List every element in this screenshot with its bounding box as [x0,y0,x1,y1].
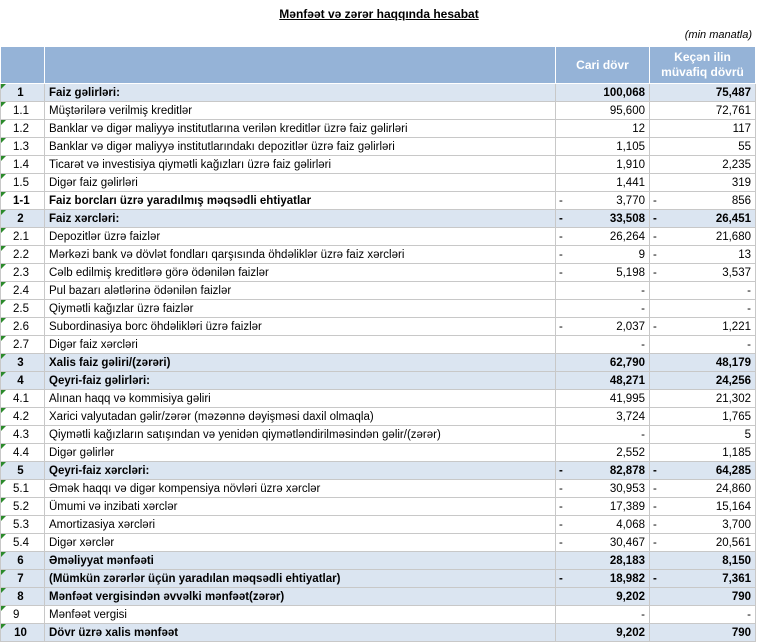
row-current-sign [556,102,568,120]
row-previous-value: 856 [662,192,756,210]
table-row [1,102,756,120]
row-code: 2.5 [1,300,45,318]
row-current-sign [556,354,568,372]
cell-comment-marker [1,552,6,557]
row-previous-value: 26,451 [662,210,756,228]
table-row [1,210,756,228]
cell-comment-marker [1,246,6,251]
row-code: 2.3 [1,264,45,282]
table-row [1,588,756,606]
header-code [1,47,45,84]
row-label: (Mümkün zərərlər üçün yaradılan məqsədli ehtiyatlar) [45,570,556,588]
row-current-value: 28,183 [568,552,650,570]
row-code: 2.6 [1,318,45,336]
row-previous-value: 5 [662,426,756,444]
row-previous-value: 20,561 [662,534,756,552]
cell-comment-marker [1,138,6,143]
table-header-row [1,47,756,84]
row-current-sign [556,606,568,624]
row-current-sign: - [556,462,568,480]
table-row [1,390,756,408]
row-previous-sign [650,426,662,444]
cell-comment-marker [1,120,6,125]
row-current-value: 41,995 [568,390,650,408]
cell-comment-marker [1,390,6,395]
row-current-sign [556,336,568,354]
row-previous-sign: - [650,318,662,336]
row-previous-sign [650,354,662,372]
cell-comment-marker [1,192,6,197]
row-label: Pul bazarı alətlərinə ödənilən faizlər [45,282,556,300]
table-row [1,570,756,588]
row-code: 4.1 [1,390,45,408]
unit-note: (min manatla) [684,29,752,41]
table-row [1,174,756,192]
row-current-value: 2,552 [568,444,650,462]
row-code: 2.4 [1,282,45,300]
row-previous-value: 790 [662,588,756,606]
row-code: 5.3 [1,516,45,534]
cell-comment-marker [1,372,6,377]
cell-comment-marker [1,174,6,179]
row-current-value: 48,271 [568,372,650,390]
cell-comment-marker [1,282,6,287]
row-previous-value: 24,256 [662,372,756,390]
row-current-sign [556,426,568,444]
cell-comment-marker [1,426,6,431]
cell-comment-marker [1,84,6,89]
row-current-value: 3,724 [568,408,650,426]
row-previous-value: 72,761 [662,102,756,120]
row-code: 2.2 [1,246,45,264]
cell-comment-marker [1,516,6,521]
row-label: Qiymətli kağızlar üzrə faizlər [45,300,556,318]
row-previous-value: 319 [662,174,756,192]
row-current-value: 9,202 [568,588,650,606]
row-current-sign: - [556,480,568,498]
cell-comment-marker [1,570,6,575]
table-row [1,462,756,480]
row-current-sign: - [556,570,568,588]
row-current-value: 26,264 [568,228,650,246]
row-previous-sign [650,336,662,354]
row-previous-sign: - [650,192,662,210]
table-row [1,408,756,426]
row-current-sign [556,84,568,102]
row-label: Subordinasiya borc öhdəlikləri üzrə faizlər [45,318,556,336]
row-current-value: 9,202 [568,624,650,642]
row-code: 3 [1,354,45,372]
table-row [1,138,756,156]
row-current-sign [556,588,568,606]
row-previous-sign [650,624,662,642]
report-title: Mənfəət və zərər haqqında hesabat [279,7,479,21]
row-label: Cəlb edilmiş kreditlərə görə ödənilən faizlər [45,264,556,282]
cell-comment-marker [1,462,6,467]
row-previous-sign [650,606,662,624]
row-label: Müştərilərə verilmiş kreditlər [45,102,556,120]
row-label: Mənfəət vergisi [45,606,556,624]
header-previous-period [650,47,756,84]
cell-comment-marker [1,264,6,269]
row-previous-value: 75,487 [662,84,756,102]
table-row [1,156,756,174]
row-label: Xarici valyutadan gəlir/zərər (məzənnə dəyişməsi daxil olmaqla) [45,408,556,426]
cell-comment-marker [1,624,6,629]
row-label: Faiz xərcləri: [45,210,556,228]
row-previous-value: - [662,336,756,354]
row-current-sign: - [556,498,568,516]
row-current-value: 9 [568,246,650,264]
row-current-value: - [568,300,650,318]
row-current-value: 62,790 [568,354,650,372]
row-previous-sign [650,102,662,120]
row-previous-sign: - [650,462,662,480]
row-current-value: 33,508 [568,210,650,228]
row-label: Ticarət və investisiya qiymətli kağızları üzrə faiz gəlirləri [45,156,556,174]
row-current-value: 17,389 [568,498,650,516]
row-current-value: 3,770 [568,192,650,210]
row-previous-sign: - [650,246,662,264]
row-current-value: - [568,336,650,354]
table-row [1,624,756,642]
row-code: 4 [1,372,45,390]
row-current-sign: - [556,516,568,534]
row-current-value: 5,198 [568,264,650,282]
row-previous-value: 1,185 [662,444,756,462]
row-previous-sign: - [650,210,662,228]
row-previous-sign [650,408,662,426]
cell-comment-marker [1,318,6,323]
table-row [1,192,756,210]
cell-comment-marker [1,606,6,611]
row-previous-sign: - [650,534,662,552]
income-statement-table [0,46,756,642]
row-code: 4.3 [1,426,45,444]
row-previous-value: 3,700 [662,516,756,534]
header-label [45,47,556,84]
row-current-value: 1,441 [568,174,650,192]
cell-comment-marker [1,408,6,413]
table-row [1,480,756,498]
row-previous-value: 48,179 [662,354,756,372]
table-row [1,84,756,102]
row-previous-sign [650,390,662,408]
cell-comment-marker [1,534,6,539]
row-current-sign [556,156,568,174]
row-code: 4.2 [1,408,45,426]
row-code: 2.7 [1,336,45,354]
row-code: 5.1 [1,480,45,498]
table-row [1,516,756,534]
cell-comment-marker [1,354,6,359]
row-previous-value: 13 [662,246,756,264]
table-row [1,264,756,282]
row-previous-value: 8,150 [662,552,756,570]
row-label: Ümumi və inzibati xərclər [45,498,556,516]
row-current-sign: - [556,228,568,246]
cell-comment-marker [1,228,6,233]
row-previous-sign [650,444,662,462]
row-current-sign [556,120,568,138]
table-row [1,354,756,372]
row-code: 5 [1,462,45,480]
row-previous-value: 55 [662,138,756,156]
table-row [1,318,756,336]
row-previous-value: 2,235 [662,156,756,174]
cell-comment-marker [1,102,6,107]
row-code: 8 [1,588,45,606]
row-previous-value: 1,221 [662,318,756,336]
row-current-sign [556,138,568,156]
row-previous-value: 15,164 [662,498,756,516]
cell-comment-marker [1,444,6,449]
row-current-value: 2,037 [568,318,650,336]
table-row [1,534,756,552]
row-current-value: - [568,606,650,624]
row-previous-value: 7,361 [662,570,756,588]
cell-comment-marker [1,588,6,593]
row-current-sign [556,624,568,642]
row-code: 1.1 [1,102,45,120]
row-current-sign [556,552,568,570]
row-previous-sign [650,552,662,570]
row-previous-sign: - [650,516,662,534]
row-code: 5.2 [1,498,45,516]
row-code: 2.1 [1,228,45,246]
row-current-sign [556,282,568,300]
table-row [1,444,756,462]
table-row [1,300,756,318]
row-code: 1.4 [1,156,45,174]
row-current-value: 1,910 [568,156,650,174]
row-current-value: 100,068 [568,84,650,102]
row-previous-sign: - [650,264,662,282]
table-row [1,372,756,390]
row-current-value: - [568,426,650,444]
row-label: Xalis faiz gəliri/(zərəri) [45,354,556,372]
cell-comment-marker [1,210,6,215]
row-current-value: 12 [568,120,650,138]
row-current-sign: - [556,534,568,552]
row-previous-sign [650,372,662,390]
row-previous-sign: - [650,480,662,498]
row-current-sign: - [556,192,568,210]
row-label: Əməliyyat mənfəəti [45,552,556,570]
row-previous-sign [650,174,662,192]
row-previous-value: - [662,606,756,624]
row-label: Depozitlər üzrə faizlər [45,228,556,246]
row-label: Əmək haqqı və digər kompensiya növləri üzrə xərclər [45,480,556,498]
table-row [1,282,756,300]
header-previous-line2: müvafiq dövrü [661,65,744,79]
row-previous-sign [650,138,662,156]
row-previous-value: 21,302 [662,390,756,408]
row-current-value: 30,953 [568,480,650,498]
row-label: Digər xərclər [45,534,556,552]
table-row [1,498,756,516]
row-previous-sign [650,282,662,300]
row-label: Banklar və digər maliyyə institutlarına verilən kreditlər üzrə faiz gəlirləri [45,120,556,138]
row-previous-value: - [662,300,756,318]
row-current-sign: - [556,318,568,336]
row-label: Amortizasiya xərcləri [45,516,556,534]
header-previous-line1: Keçən ilin [674,50,731,64]
row-previous-sign: - [650,570,662,588]
row-label: Digər gəlirlər [45,444,556,462]
row-previous-value: - [662,282,756,300]
row-previous-sign: - [650,228,662,246]
row-label: Banklar və digər maliyyə institutlarındakı depozitlər üzrə faiz gəlirləri [45,138,556,156]
row-code: 2 [1,210,45,228]
row-label: Faiz borcları üzrə yaradılmış məqsədli ehtiyatlar [45,192,556,210]
row-previous-sign: - [650,498,662,516]
row-label: Faiz gəlirləri: [45,84,556,102]
cell-comment-marker [1,336,6,341]
row-label: Alınan haqq və kommisiya gəliri [45,390,556,408]
row-previous-sign [650,588,662,606]
row-code: 5.4 [1,534,45,552]
row-code: 1.2 [1,120,45,138]
row-previous-value: 3,537 [662,264,756,282]
row-current-sign [556,300,568,318]
table-row [1,606,756,624]
cell-comment-marker [1,156,6,161]
row-current-value: 1,105 [568,138,650,156]
cell-comment-marker [1,498,6,503]
row-code: 1.5 [1,174,45,192]
row-current-sign [556,408,568,426]
cell-comment-marker [1,480,6,485]
row-previous-sign [650,84,662,102]
row-previous-value: 24,860 [662,480,756,498]
row-label: Qeyri-faiz xərcləri: [45,462,556,480]
row-current-sign [556,372,568,390]
row-code: 1 [1,84,45,102]
row-current-value: 95,600 [568,102,650,120]
table-row [1,552,756,570]
row-code: 9 [1,606,45,624]
row-previous-value: 1,765 [662,408,756,426]
row-current-sign: - [556,210,568,228]
table-row [1,228,756,246]
row-code: 6 [1,552,45,570]
row-label: Digər faiz xərcləri [45,336,556,354]
cell-comment-marker [1,300,6,305]
row-previous-value: 117 [662,120,756,138]
row-code: 7 [1,570,45,588]
row-code: 10 [1,624,45,642]
row-previous-sign [650,120,662,138]
row-code: 1.3 [1,138,45,156]
row-previous-value: 790 [662,624,756,642]
row-current-value: 30,467 [568,534,650,552]
row-code: 4.4 [1,444,45,462]
row-current-value: - [568,282,650,300]
row-current-sign: - [556,264,568,282]
table-row [1,336,756,354]
row-label: Qeyri-faiz gəlirləri: [45,372,556,390]
row-current-value: 18,982 [568,570,650,588]
row-current-value: 82,878 [568,462,650,480]
row-current-value: 4,068 [568,516,650,534]
row-previous-sign [650,156,662,174]
row-current-sign [556,174,568,192]
row-current-sign: - [556,246,568,264]
table-row [1,120,756,138]
row-previous-sign [650,300,662,318]
row-label: Mərkəzi bank və dövlət fondları qarşısında öhdəliklər üzrə faiz xərcləri [45,246,556,264]
table-row [1,426,756,444]
row-label: Digər faiz gəlirləri [45,174,556,192]
table-row [1,246,756,264]
header-current-period: Cari dövr [556,47,650,84]
row-previous-value: 21,680 [662,228,756,246]
row-label: Qiymətli kağızların satışından və yenidən qiymətləndirilməsindən gəlir/(zərər) [45,426,556,444]
row-label: Mənfəət vergisindən əvvəlki mənfəət(zərər) [45,588,556,606]
row-previous-value: 64,285 [662,462,756,480]
row-label: Dövr üzrə xalis mənfəət [45,624,556,642]
row-current-sign [556,390,568,408]
row-code: 1-1 [1,192,45,210]
row-current-sign [556,444,568,462]
